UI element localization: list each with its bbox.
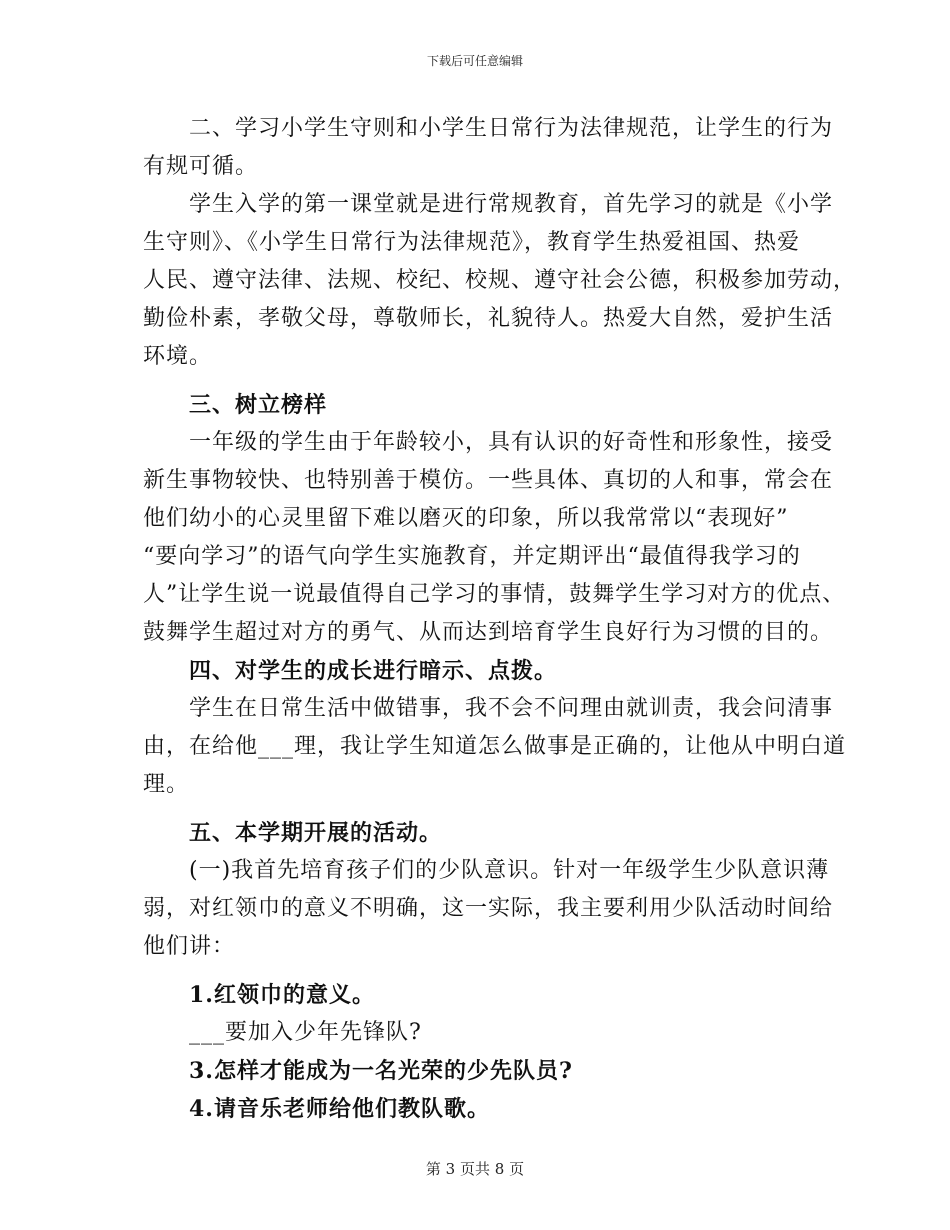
page-footer: 第 3 页共 8 页 xyxy=(425,1160,525,1178)
paragraph-line: 人民、遵守法律、法规、校纪、校规、遵守社会公德，积极参加劳动， xyxy=(143,268,857,293)
list-item: ___要加入少年先锋队? xyxy=(143,1020,422,1045)
section-heading: 四、对学生的成长进行暗示、点拨。 xyxy=(143,658,558,684)
paragraph-line: 他们幼小的心灵里留下难以磨灭的印象，所以我常常以“表现好” xyxy=(143,506,789,531)
paragraph-line: 勤俭朴素，孝敬父母，尊敬师长，礼貌待人。热爱大自然，爱护生活 xyxy=(143,306,834,331)
document-body xyxy=(143,110,857,1128)
paragraph-line: 一年级的学生由于年龄较小，具有认识的好奇性和形象性，接受 xyxy=(143,430,834,455)
page-header: 下载后可任意编辑 xyxy=(426,54,523,68)
paragraph-line: 生守则》、《小学生日常行为法律规范》，教育学生热爱祖国、热爱 xyxy=(143,230,801,255)
paragraph-line: 鼓舞学生超过对方的勇气、从而达到培育学生良好行为习惯的目的。 xyxy=(143,620,834,645)
list-item: 3.怎样才能成为一名光荣的少先队员? xyxy=(143,1058,573,1084)
section-heading: 五、本学期开展的活动。 xyxy=(143,820,443,846)
paragraph-line: 环境。 xyxy=(143,344,213,369)
paragraph-line: 有规可循。 xyxy=(143,154,259,179)
list-item: 4.请音乐老师给他们教队歌。 xyxy=(143,1096,490,1122)
paragraph-line: 学生入学的第一课堂就是进行常规教育，首先学习的就是《小学 xyxy=(143,192,834,217)
paragraph-line: (一)我首先培育孩子们的少队意识。针对一年级学生少队意识薄 xyxy=(143,858,830,883)
paragraph-line: 学生在日常生活中做错事，我不会不问理由就训责，我会问清事 xyxy=(143,696,834,721)
paragraph-line: 他们讲： xyxy=(143,934,236,959)
section-heading: 三、树立榜样 xyxy=(143,392,328,418)
paragraph-line: 新生事物较快、也特别善于模仿。一些具体、真切的人和事，常会在 xyxy=(143,468,834,493)
paragraph-line: 由，在给他___理，我让学生知道怎么做事是正确的，让他从中明白道 xyxy=(143,734,847,759)
paragraph-line: 弱，对红领巾的意义不明确，这一实际，我主要利用少队活动时间给 xyxy=(143,896,834,921)
paragraph-line: 人”让学生说一说最值得自己学习的事情，鼓舞学生学习对方的优点、 xyxy=(143,582,846,607)
paragraph-line: 理。 xyxy=(143,772,190,797)
paragraph-line: “要向学习”的语气向学生实施教育，并定期评出“最值得我学习的 xyxy=(143,544,801,569)
paragraph-line: 二、学习小学生守则和小学生日常行为法律规范，让学生的行为 xyxy=(143,116,834,141)
list-item: 1.红领巾的意义。 xyxy=(143,982,375,1008)
